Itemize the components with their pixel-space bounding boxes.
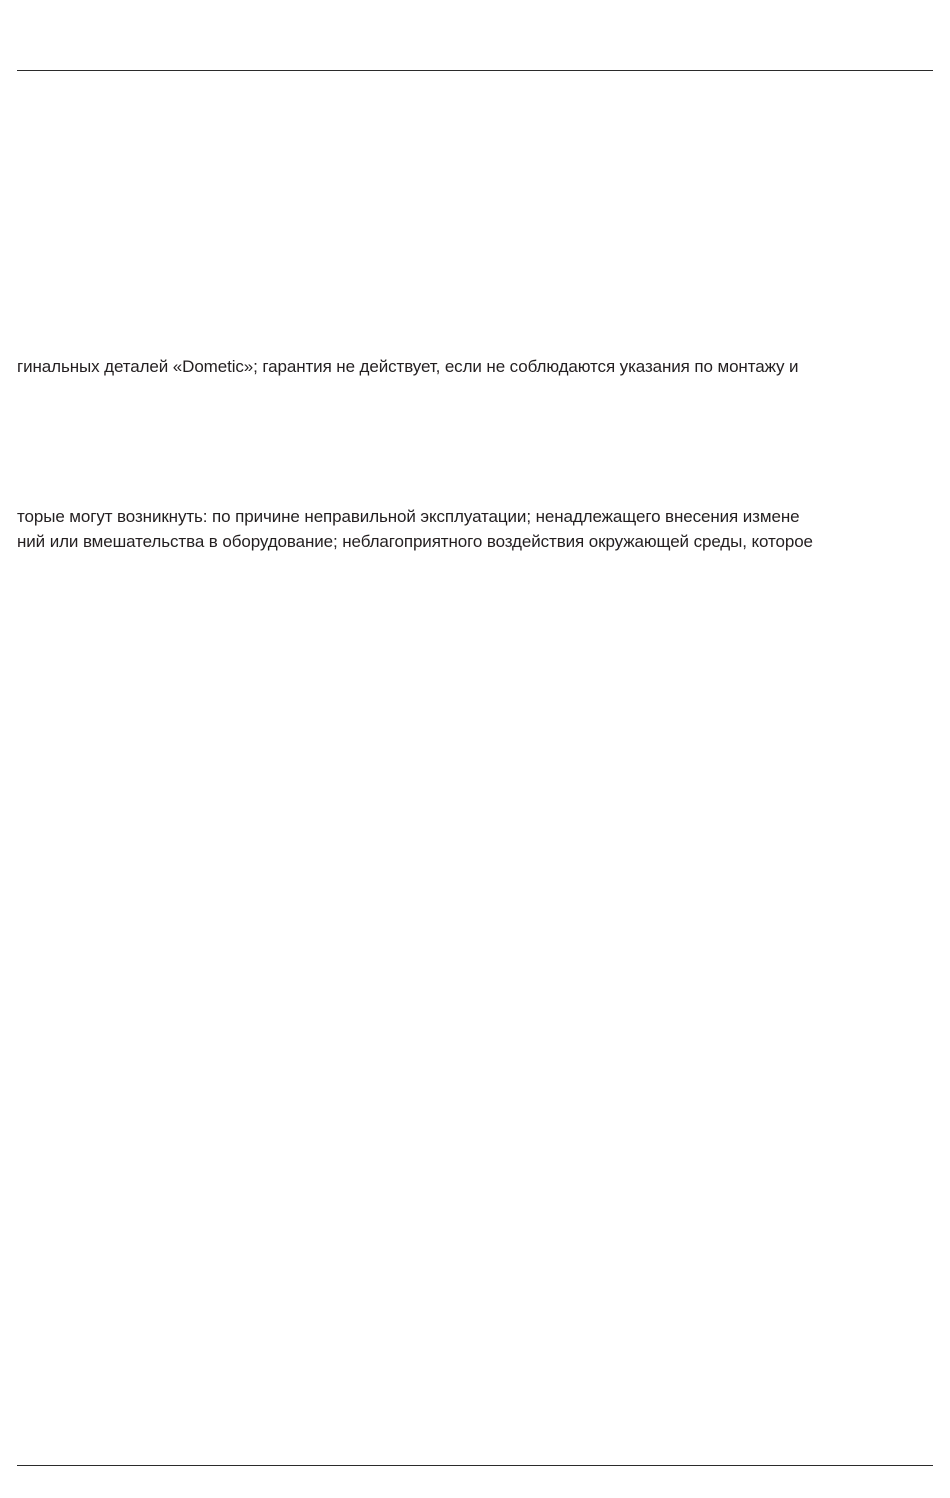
text-line-1: гинальных деталей «Dometic»; гарантия не действует, если не соблюдаются указания по монтажу и — [17, 357, 799, 376]
header-rule — [17, 70, 933, 71]
footer-rule — [17, 1465, 933, 1466]
text-line-2: торые могут возникнуть: по причине неправильной эксплуатации; ненадлежащего внесения измене — [17, 507, 800, 526]
text-line-3: ний или вмешательства в оборудование; неблагоприятного воздействия окружающей среды, которое — [17, 532, 813, 551]
